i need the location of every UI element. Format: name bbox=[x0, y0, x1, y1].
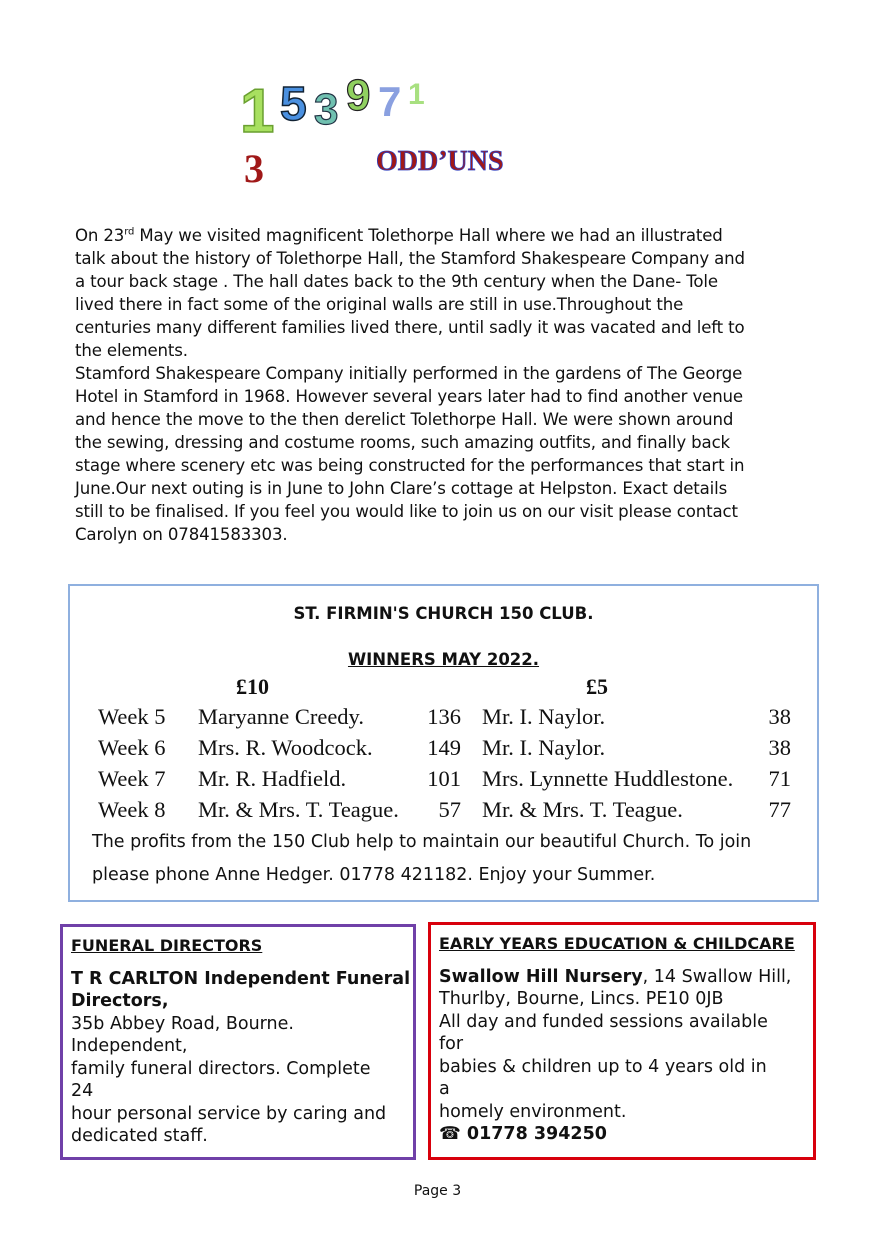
winner-num2: 38 bbox=[768, 704, 791, 729]
svg-text:7: 7 bbox=[378, 78, 402, 125]
intro-text: rd bbox=[124, 226, 135, 238]
funeral-line: 24 bbox=[71, 1081, 94, 1101]
winner-num1: 149 bbox=[427, 735, 461, 760]
intro-text: centuries many different families lived there, until sadly it was vacated and left to bbox=[75, 318, 745, 337]
funeral-line: family funeral directors. Complete bbox=[71, 1058, 371, 1079]
winner-num1: 101 bbox=[427, 766, 461, 791]
early-line: babies & children up to 4 years old in bbox=[439, 1056, 767, 1077]
intro-line bbox=[75, 385, 835, 408]
funeral-heading: FUNERAL DIRECTORS bbox=[71, 936, 263, 955]
winner-name1: Maryanne Creedy. bbox=[198, 704, 364, 729]
prize-5-heading: £5 bbox=[586, 674, 608, 699]
intro-line bbox=[75, 316, 835, 339]
winner-num1: 57 bbox=[438, 797, 461, 822]
odduns-logo-art bbox=[238, 60, 528, 185]
winner-row bbox=[70, 735, 817, 765]
funeral-line: dedicated staff. bbox=[71, 1126, 208, 1146]
intro-text: a tour back stage . The hall dates back to the 9th century when the Dane- Tole bbox=[75, 272, 718, 291]
intro-line bbox=[75, 247, 835, 270]
intro-line bbox=[75, 500, 835, 523]
winner-name2: Mrs. Lynnette Huddlestone. bbox=[482, 766, 734, 791]
svg-text:1: 1 bbox=[408, 78, 425, 111]
funeral-line: Independent, bbox=[71, 1036, 188, 1056]
winner-name2: Mr. I. Naylor. bbox=[482, 704, 606, 729]
early-line: for bbox=[439, 1034, 464, 1054]
intro-text: stage where scenery etc was being constructed for the performances that start in bbox=[75, 456, 745, 475]
early-heading: EARLY YEARS EDUCATION & CHILDCARE bbox=[439, 934, 795, 953]
prize-10-heading: £10 bbox=[236, 674, 269, 699]
winner-row bbox=[70, 704, 817, 734]
winner-num1: 136 bbox=[427, 704, 461, 729]
winner-name1: Mr. & Mrs. T. Teague. bbox=[198, 797, 399, 822]
club-title: ST. FIRMIN'S CHURCH 150 CLUB. bbox=[293, 604, 594, 623]
intro-text: Carolyn on 07841583303. bbox=[75, 525, 288, 544]
intro-text: the sewing, dressing and costume rooms, such amazing outfits, and finally back bbox=[75, 433, 731, 452]
early-years-box bbox=[428, 922, 816, 1160]
nursery-name: Swallow Hill Nursery bbox=[439, 966, 643, 987]
svg-text:ODD’UNS: ODD’UNS bbox=[376, 146, 504, 177]
odduns-logo bbox=[238, 60, 528, 185]
intro-text: and hence the move to the then derelict Tolethorpe Hall. We were shown around bbox=[75, 410, 734, 429]
winner-num2: 71 bbox=[768, 766, 791, 791]
winner-num2: 77 bbox=[768, 797, 791, 822]
svg-text:3: 3 bbox=[244, 146, 264, 185]
intro-text: May we visited magnificent Tolethorpe Hall where we had an illustrated bbox=[134, 226, 723, 245]
winner-name2: Mr. & Mrs. T. Teague. bbox=[482, 797, 683, 822]
intro-text: Hotel in Stamford in 1968. However several years later had to find another venue bbox=[75, 387, 743, 406]
svg-text:3: 3 bbox=[314, 85, 339, 134]
funeral-line: hour personal service by caring and bbox=[71, 1103, 387, 1124]
club-footer-line-1: The profits from the 150 Club help to maintain our beautiful Church. To join bbox=[92, 832, 752, 852]
winner-num2: 38 bbox=[768, 735, 791, 760]
intro-line bbox=[75, 523, 835, 546]
early-line: homely environment. bbox=[439, 1101, 627, 1122]
intro-text: still to be finalised. If you feel you would like to join us on our visit please contact bbox=[75, 502, 738, 521]
intro-line bbox=[75, 293, 835, 316]
intro-line bbox=[75, 362, 835, 385]
nursery-phone: 01778 394250 bbox=[466, 1124, 607, 1144]
winner-week: Week 7 bbox=[98, 766, 166, 791]
intro-text: lived there in fact some of the original walls are still in use.Throughout the bbox=[75, 295, 684, 314]
intro-line bbox=[75, 339, 835, 362]
winner-name2: Mr. I. Naylor. bbox=[482, 735, 606, 760]
intro-line bbox=[75, 477, 835, 500]
funeral-name-2: Directors, bbox=[71, 991, 169, 1011]
150-club-box bbox=[68, 584, 819, 902]
svg-text:9: 9 bbox=[346, 71, 371, 120]
club-subtitle: WINNERS MAY 2022. bbox=[347, 650, 540, 669]
intro-text: On 23 bbox=[75, 226, 125, 245]
early-line: All day and funded sessions available bbox=[439, 1011, 768, 1032]
intro-article bbox=[75, 224, 835, 546]
intro-line bbox=[75, 431, 835, 454]
winner-week: Week 8 bbox=[98, 797, 166, 822]
intro-text: June.Our next outing is in June to John Clare’s cottage at Helpston. Exact details bbox=[75, 479, 728, 498]
page-number: Page 3 bbox=[413, 1183, 462, 1199]
winner-name1: Mrs. R. Woodcock. bbox=[198, 735, 373, 760]
winner-week: Week 6 bbox=[98, 735, 166, 760]
winner-row bbox=[70, 766, 817, 796]
funeral-name-1: T R CARLTON Independent Funeral bbox=[71, 968, 411, 989]
winner-name1: Mr. R. Hadfield. bbox=[198, 766, 347, 791]
svg-text:5: 5 bbox=[280, 78, 307, 131]
early-line: a bbox=[439, 1079, 450, 1099]
intro-line bbox=[75, 270, 835, 293]
intro-text: Stamford Shakespeare Company initially performed in the gardens of The George bbox=[75, 364, 743, 383]
funeral-directors-box bbox=[60, 924, 416, 1160]
early-line: Thurlby, Bourne, Lincs. PE10 0JB bbox=[439, 989, 724, 1009]
club-footer-line-2: please phone Anne Hedger. 01778 421182. Enjoy your Summer. bbox=[92, 865, 656, 885]
funeral-line: 35b Abbey Road, Bourne. bbox=[71, 1013, 294, 1034]
winner-week: Week 5 bbox=[98, 704, 166, 729]
svg-text:1: 1 bbox=[240, 77, 275, 146]
phone-icon: ☎ bbox=[439, 1124, 461, 1144]
intro-line bbox=[75, 224, 835, 247]
intro-line bbox=[75, 454, 835, 477]
intro-text: the elements. bbox=[75, 341, 188, 360]
intro-line bbox=[75, 408, 835, 431]
winner-row bbox=[70, 797, 817, 827]
intro-text: talk about the history of Tolethorpe Hall, the Stamford Shakespeare Company and bbox=[75, 249, 745, 268]
nursery-address: , 14 Swallow Hill, bbox=[642, 966, 792, 987]
